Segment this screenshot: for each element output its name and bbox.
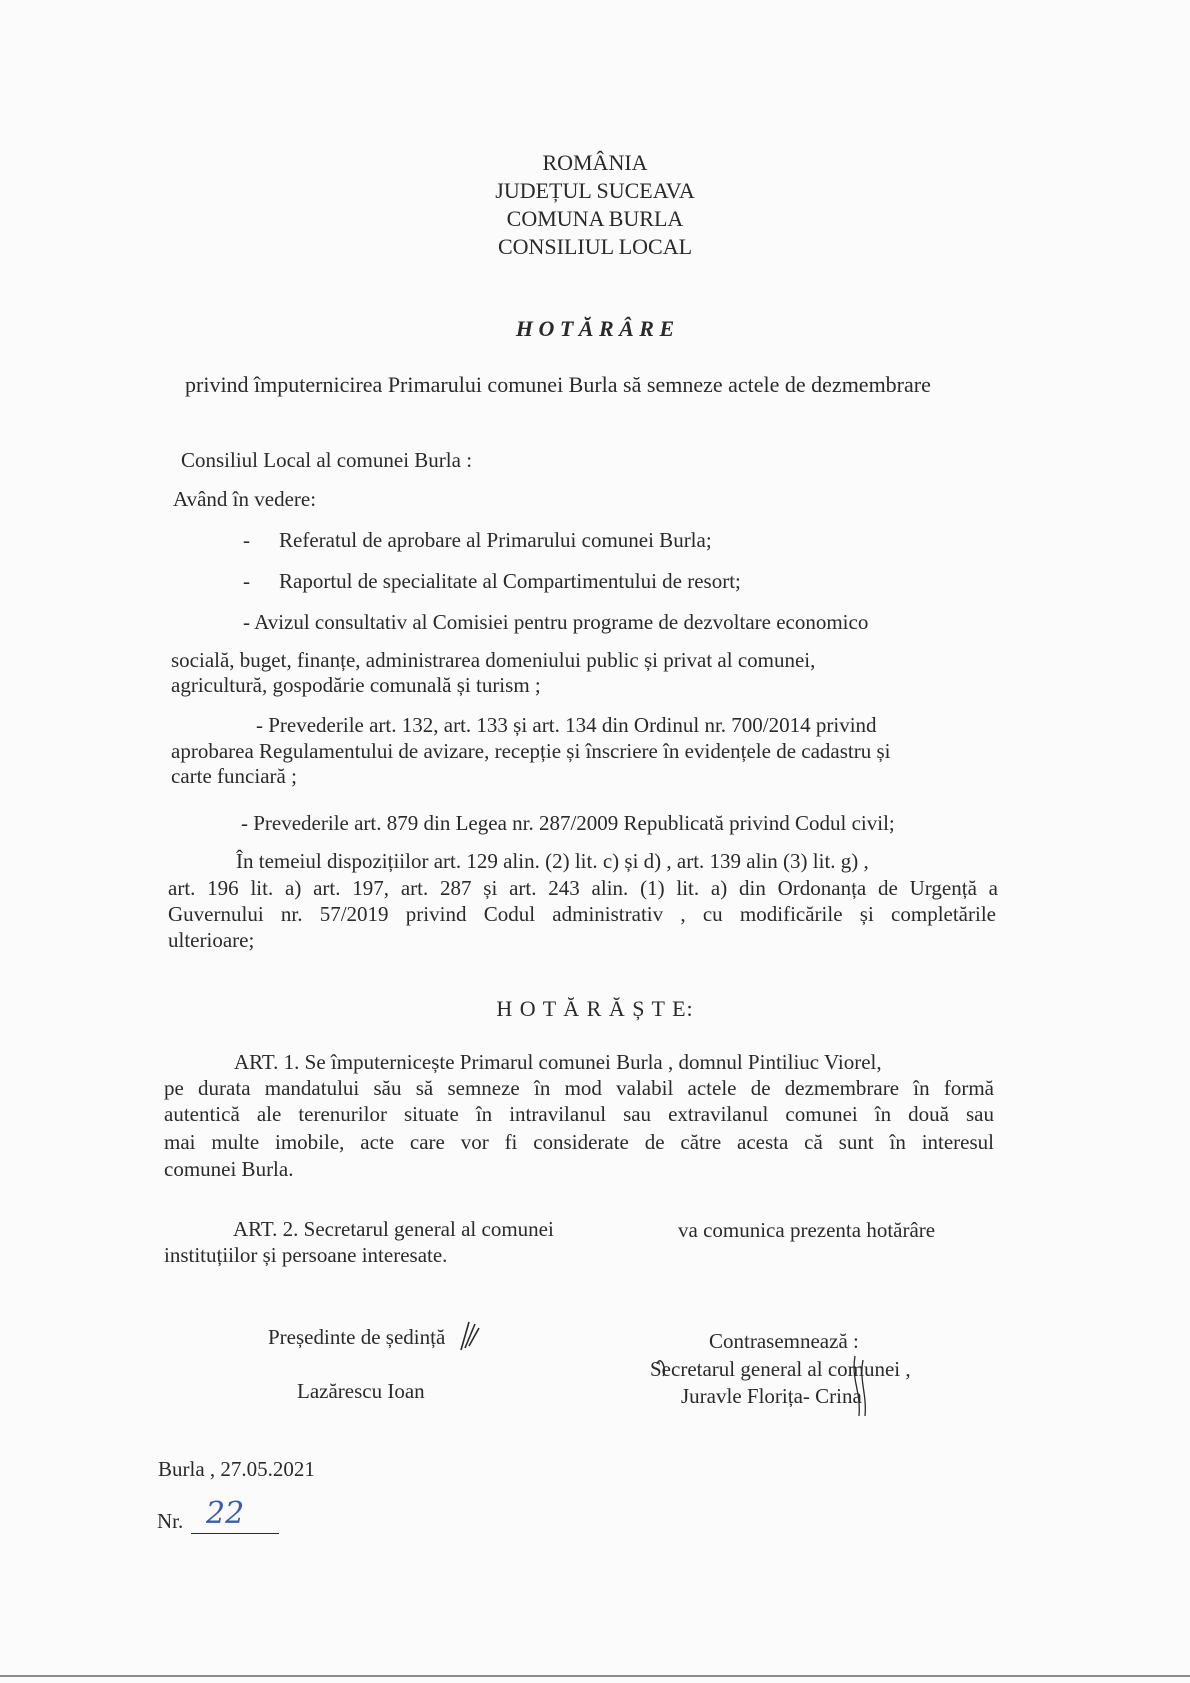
countersign-role: Secretarul general al comunei , [650,1357,911,1381]
consideration-4-line-1: - Prevederile art. 132, art. 133 și art. 134 din Ordinul nr. 700/2014 privind [256,713,877,737]
consideration-3-line-2: socială, buget, finanțe, administrarea domeniului public și privat al comunei, [171,648,816,672]
consideration-4-line-3: carte funciară ; [171,764,297,788]
header-commune: COMUNA BURLA [506,206,684,231]
legal-basis-line-3: Guvernului nr. 57/2019 privind Codul administrativ , cu modificările și completările [168,902,996,926]
consideration-4-line-2: aprobarea Regulamentului de avizare, recepție și înscriere în evidențele de cadastru și [171,739,891,763]
header-county: JUDEȚUL SUCEAVA [495,178,695,203]
article-2-line-1a: ART. 2. Secretarul general al comunei [233,1217,554,1241]
legal-basis-line-4: ulterioare; [168,928,255,952]
consideration-3-line-3: agricultură, gospodărie comunală și turism ; [171,673,541,697]
council-statement: Consiliul Local al comunei Burla : [181,448,473,472]
president-signature-mark [455,1318,485,1354]
document-title: H O T Ă R Â R E [515,316,675,341]
article-2-line-1b: va comunica prezenta hotărâre [678,1218,936,1242]
article-1-line-4: mai multe imobile, acte care vor fi considerate de către acesta că sunt în interesul [164,1130,994,1154]
number-handwritten: 22 [206,1496,245,1531]
president-name: Lazărescu Ioan [297,1379,425,1403]
header-country: ROMÂNIA [542,150,648,175]
decision-heading: H O T Ă R Ă Ș T E: [496,996,694,1021]
legal-basis-line-2: art. 196 lit. a) art. 197, art. 287 și art. 243 alin. (1) lit. a) din Ordonanța de Urgență a [168,876,998,900]
bullet-dash: - [243,569,250,593]
page-bottom-edge [0,1675,1190,1677]
number-label: Nr. [157,1509,184,1533]
secretary-signature-mark [655,1350,885,1420]
header-council: CONSILIUL LOCAL [497,234,693,259]
considering-heading: Având în vedere: [173,487,317,511]
consideration-1: Referatul de aprobare al Primarului comunei Burla; [279,528,712,552]
article-2-line-2: instituțiilor și persoane interesate. [164,1243,448,1267]
article-1-line-5: comunei Burla. [164,1157,294,1181]
article-1-line-1: ART. 1. Se împuternicește Primarul comunei Burla , domnul Pintiliuc Viorel, [234,1050,882,1074]
document-subject: privind împuternicirea Primarului comunei Burla să semneze actele de dezmembrare [185,372,931,397]
consideration-3-line-1: - Avizul consultativ al Comisiei pentru programe de dezvoltare economico [243,610,869,634]
legal-basis-line-1: În temeiul dispozițiilor art. 129 alin. (2) lit. c) și d) , art. 139 alin (3) lit. g) , [236,849,869,873]
article-1-line-3: autentică ale terenurilor situate în intravilanul sau extravilanul comunei în două sau [164,1102,994,1126]
consideration-5: - Prevederile art. 879 din Legea nr. 287/2009 Republicată privind Codul civil; [241,811,895,835]
consideration-2: Raportul de specialitate al Compartimentului de resort; [279,569,741,593]
number-underline [191,1533,279,1534]
article-1-line-2: pe durata mandatului său să semneze în mod valabil actele de dezmembrare în formă [164,1076,994,1100]
bullet-dash: - [243,528,250,552]
place-date: Burla , 27.05.2021 [158,1457,315,1481]
president-title: Președinte de ședință [268,1325,446,1349]
countersign-name: Juravle Florița- Crina [681,1384,862,1408]
countersign-title: Contrasemnează : [709,1329,859,1353]
